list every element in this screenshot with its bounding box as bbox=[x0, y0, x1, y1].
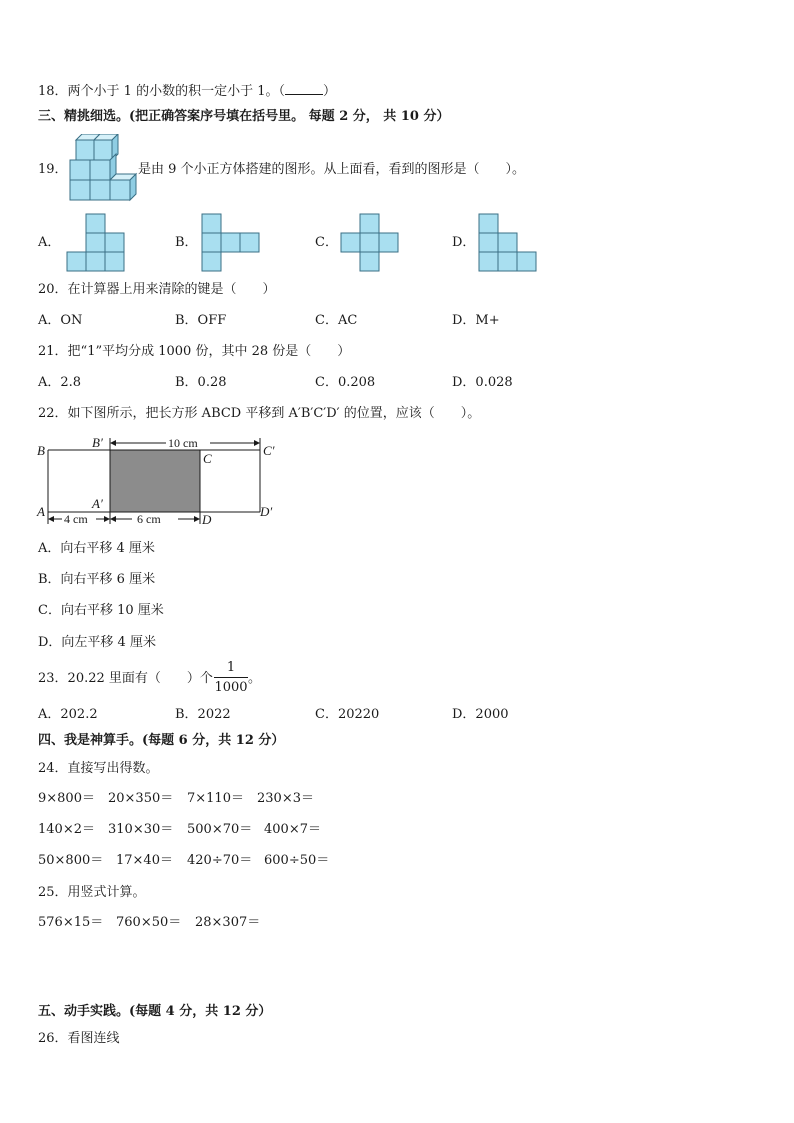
q24-item: 20×350＝ bbox=[108, 791, 174, 806]
q19-option-c-label[interactable]: C． bbox=[315, 235, 338, 250]
q23-text: 23．20.22 里面有（ ）个 bbox=[38, 671, 213, 686]
q25-item: 28×307＝ bbox=[195, 915, 261, 930]
q22-option-d[interactable]: D．向左平移 4 厘米 bbox=[38, 635, 156, 650]
question-21: 21．把“1”平均分成 1000 份，其中 28 份是（ ） bbox=[38, 344, 351, 359]
q19-option-d-figure bbox=[478, 213, 540, 273]
q18-close: ） bbox=[322, 84, 336, 99]
cube-stack-figure bbox=[68, 134, 140, 202]
question-22: 22．如下图所示，把长方形 ABCD 平移到 A′B′C′D′ 的位置，应该（ ）。 bbox=[38, 406, 481, 421]
section-5-title: 五、动手实践。(每题 4 分，共 12 分） bbox=[38, 1004, 272, 1019]
q20-option-d[interactable]: D．M+ bbox=[452, 313, 500, 328]
q19-number: 19． bbox=[38, 162, 68, 177]
q19-option-b-label[interactable]: B． bbox=[175, 235, 198, 250]
label-c-prime: C′ bbox=[263, 443, 275, 458]
dim-10cm: 10 cm bbox=[168, 436, 198, 450]
label-a: A bbox=[37, 504, 45, 519]
q21-option-a[interactable]: A．2.8 bbox=[38, 375, 82, 390]
q21-option-c[interactable]: C．0.208 bbox=[315, 375, 376, 390]
question-24: 24．直接写出得数。 bbox=[38, 761, 159, 776]
q18-text: 18．两个小于 1 的小数的积一定小于 1。（ bbox=[38, 84, 285, 99]
q24-item: 7×110＝ bbox=[187, 791, 244, 806]
q25-item: 760×50＝ bbox=[116, 915, 182, 930]
q24-item: 600÷50＝ bbox=[264, 853, 330, 868]
q20-option-b[interactable]: B．OFF bbox=[175, 313, 227, 328]
label-c: C bbox=[203, 451, 212, 466]
fraction-1-1000 bbox=[214, 660, 248, 695]
q20-option-a[interactable]: A．ON bbox=[38, 313, 83, 328]
q21-option-b[interactable]: B．0.28 bbox=[175, 375, 227, 390]
q24-item: 50×800＝ bbox=[38, 853, 104, 868]
q23-option-c[interactable]: C．20220 bbox=[315, 707, 380, 722]
q24-item: 310×30＝ bbox=[108, 822, 174, 837]
label-d: D bbox=[202, 512, 212, 527]
question-20: 20．在计算器上用来清除的键是（ ） bbox=[38, 282, 276, 297]
q25-item: 576×15＝ bbox=[38, 915, 104, 930]
dim-6cm: 6 cm bbox=[137, 512, 161, 526]
label-b: B bbox=[37, 443, 45, 458]
q24-item: 140×2＝ bbox=[38, 822, 95, 837]
q20-option-c[interactable]: C．AC bbox=[315, 313, 358, 328]
q19-option-b-figure bbox=[201, 213, 263, 273]
q24-item: 500×70＝ bbox=[187, 822, 253, 837]
question-26: 26．看图连线 bbox=[38, 1031, 120, 1046]
fraction-denominator: 1000 bbox=[214, 680, 248, 695]
label-d-prime: D′ bbox=[260, 504, 273, 519]
translation-figure bbox=[34, 434, 284, 530]
q22-option-c[interactable]: C．向右平移 10 厘米 bbox=[38, 603, 164, 618]
q19-text: 是由 9 个小正方体搭建的图形。从上面看，看到的图形是（ ）。 bbox=[138, 162, 526, 177]
section-4-title: 四、我是神算手。(每题 6 分，共 12 分） bbox=[38, 733, 285, 748]
section-3-title: 三、精挑细选。(把正确答案序号填在括号里。 每题 2 分， 共 10 分） bbox=[38, 109, 450, 124]
q23-option-a[interactable]: A．202.2 bbox=[38, 707, 98, 722]
fraction-numerator: 1 bbox=[226, 660, 236, 675]
q24-item: 400×7＝ bbox=[264, 822, 321, 837]
q19-option-c-figure bbox=[340, 213, 402, 273]
dim-4cm: 4 cm bbox=[64, 512, 88, 526]
q23-end: 。 bbox=[248, 671, 262, 686]
q19-option-a-figure bbox=[66, 213, 128, 273]
q18-answer-blank[interactable] bbox=[285, 82, 323, 95]
label-b-prime: B′ bbox=[92, 435, 103, 450]
q24-item: 230×3＝ bbox=[257, 791, 314, 806]
q24-item: 17×40＝ bbox=[116, 853, 173, 868]
q19-option-d-label[interactable]: D． bbox=[452, 235, 476, 250]
q23-option-d[interactable]: D．2000 bbox=[452, 707, 509, 722]
q23-option-b[interactable]: B．2022 bbox=[175, 707, 231, 722]
q22-option-a[interactable]: A．向右平移 4 厘米 bbox=[38, 541, 155, 556]
q22-option-b[interactable]: B．向右平移 6 厘米 bbox=[38, 572, 156, 587]
q21-option-d[interactable]: D．0.028 bbox=[452, 375, 513, 390]
q19-option-a-label[interactable]: A． bbox=[38, 235, 61, 250]
question-25: 25．用竖式计算。 bbox=[38, 885, 146, 900]
q24-item: 420÷70＝ bbox=[187, 853, 253, 868]
question-18 bbox=[38, 82, 336, 100]
q24-item: 9×800＝ bbox=[38, 791, 95, 806]
rectangle-abcd bbox=[110, 450, 200, 512]
label-a-prime: A′ bbox=[92, 496, 103, 511]
question-23 bbox=[38, 671, 213, 687]
